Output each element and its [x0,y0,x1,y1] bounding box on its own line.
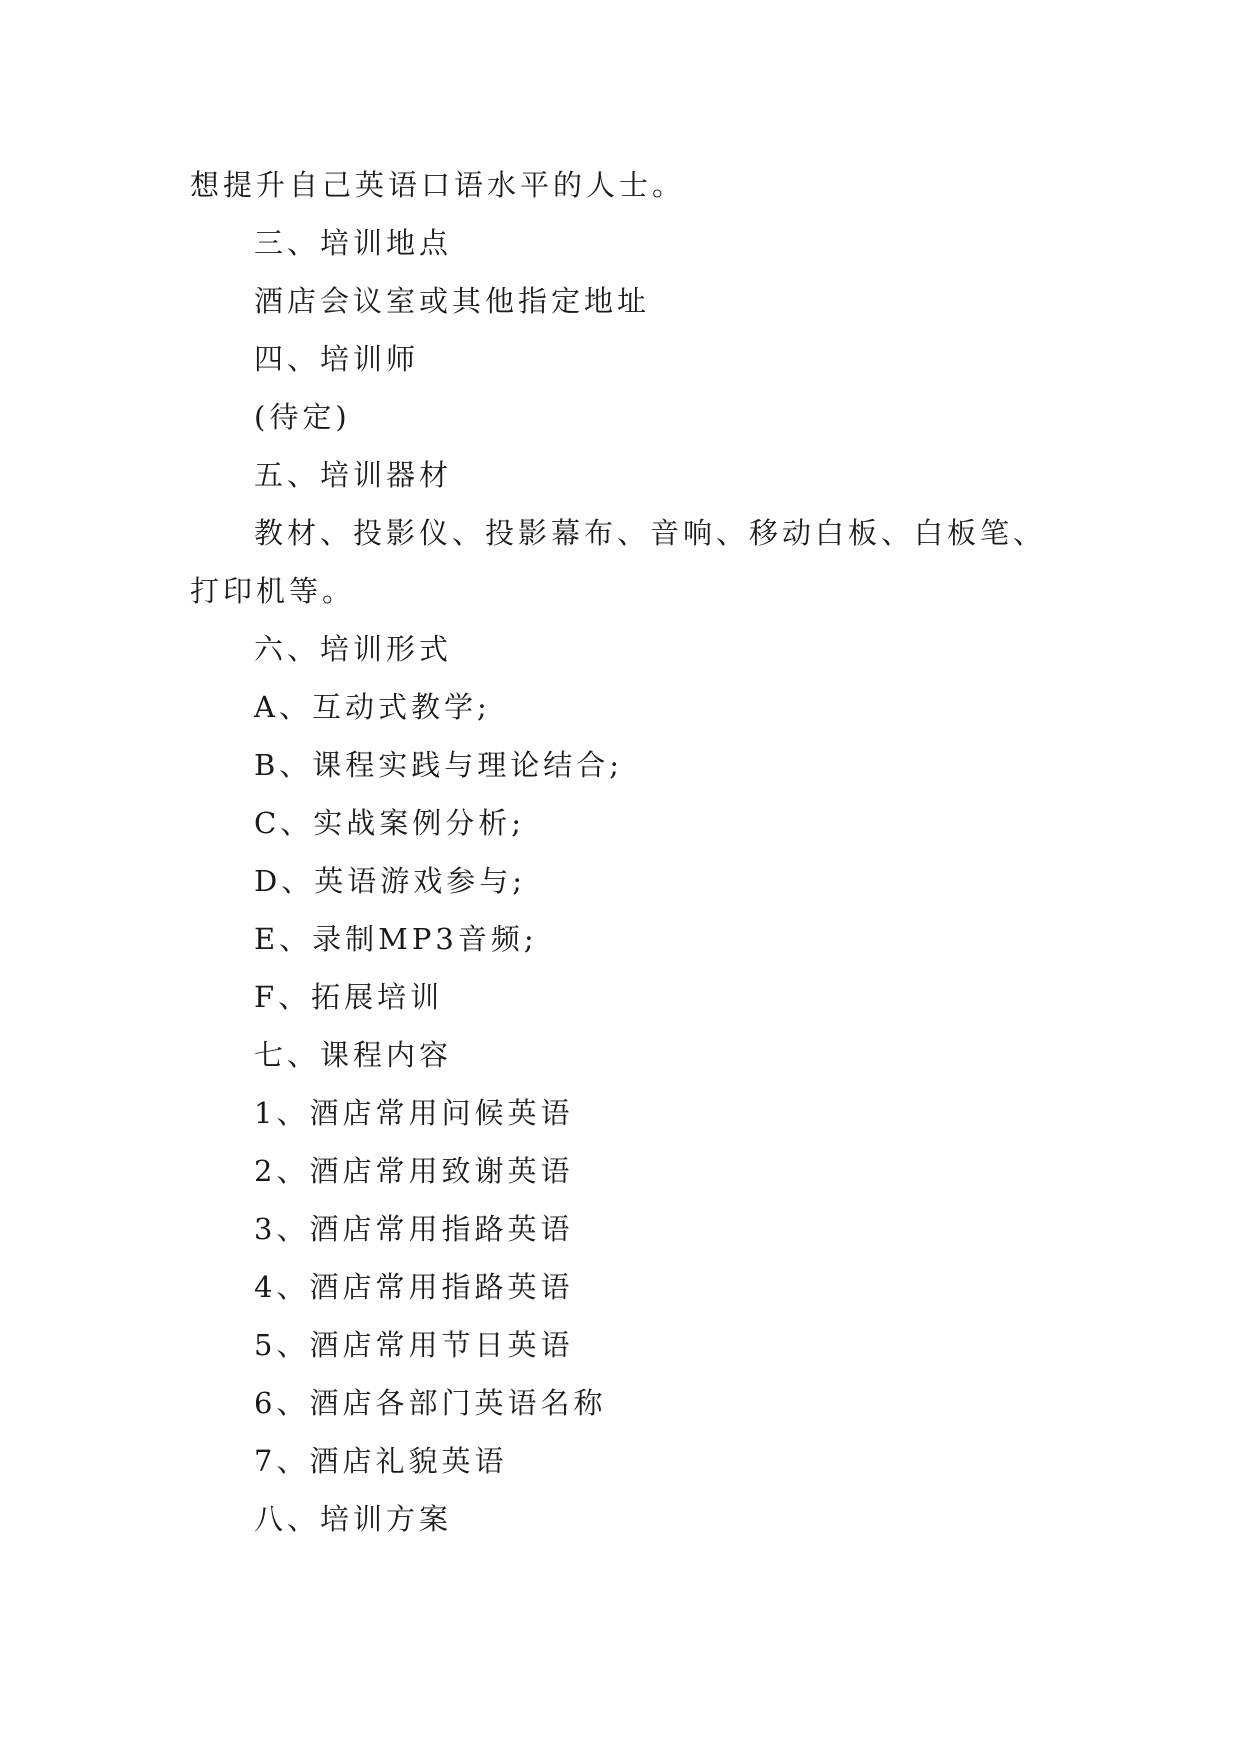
content-item: 5、酒店常用节日英语 [254,1328,574,1362]
location-text: 酒店会议室或其他指定地址 [254,284,651,318]
format-item: F、拓展培训 [254,980,444,1014]
format-item: B、课程实践与理论结合; [254,748,624,782]
section-heading-plan: 八、培训方案 [254,1502,453,1536]
content-item: 3、酒店常用指路英语 [254,1212,574,1246]
content-item: 4、酒店常用指路英语 [254,1270,574,1304]
equipment-text-continued: 打印机等。 [190,574,356,608]
section-heading-trainer: 四、培训师 [254,342,420,376]
paragraph-continuation: 想提升自己英语口语水平的人士。 [190,168,686,202]
format-item: E、录制MP3音频; [254,922,538,956]
section-heading-content: 七、课程内容 [254,1038,453,1072]
trainer-text: (待定) [254,400,351,434]
section-heading-equipment: 五、培训器材 [254,458,453,492]
format-item: C、实战案例分析; [254,806,525,840]
content-item: 6、酒店各部门英语名称 [254,1386,607,1420]
format-item: D、英语游戏参与; [254,864,527,898]
format-item: A、互动式教学; [254,690,491,724]
content-item: 2、酒店常用致谢英语 [254,1154,574,1188]
section-heading-location: 三、培训地点 [254,226,453,260]
section-heading-format: 六、培训形式 [254,632,453,666]
content-item: 1、酒店常用问候英语 [254,1096,574,1130]
content-item: 7、酒店礼貌英语 [254,1444,508,1478]
equipment-text: 教材、投影仪、投影幕布、音响、移动白板、白板笔、 [254,516,1047,550]
